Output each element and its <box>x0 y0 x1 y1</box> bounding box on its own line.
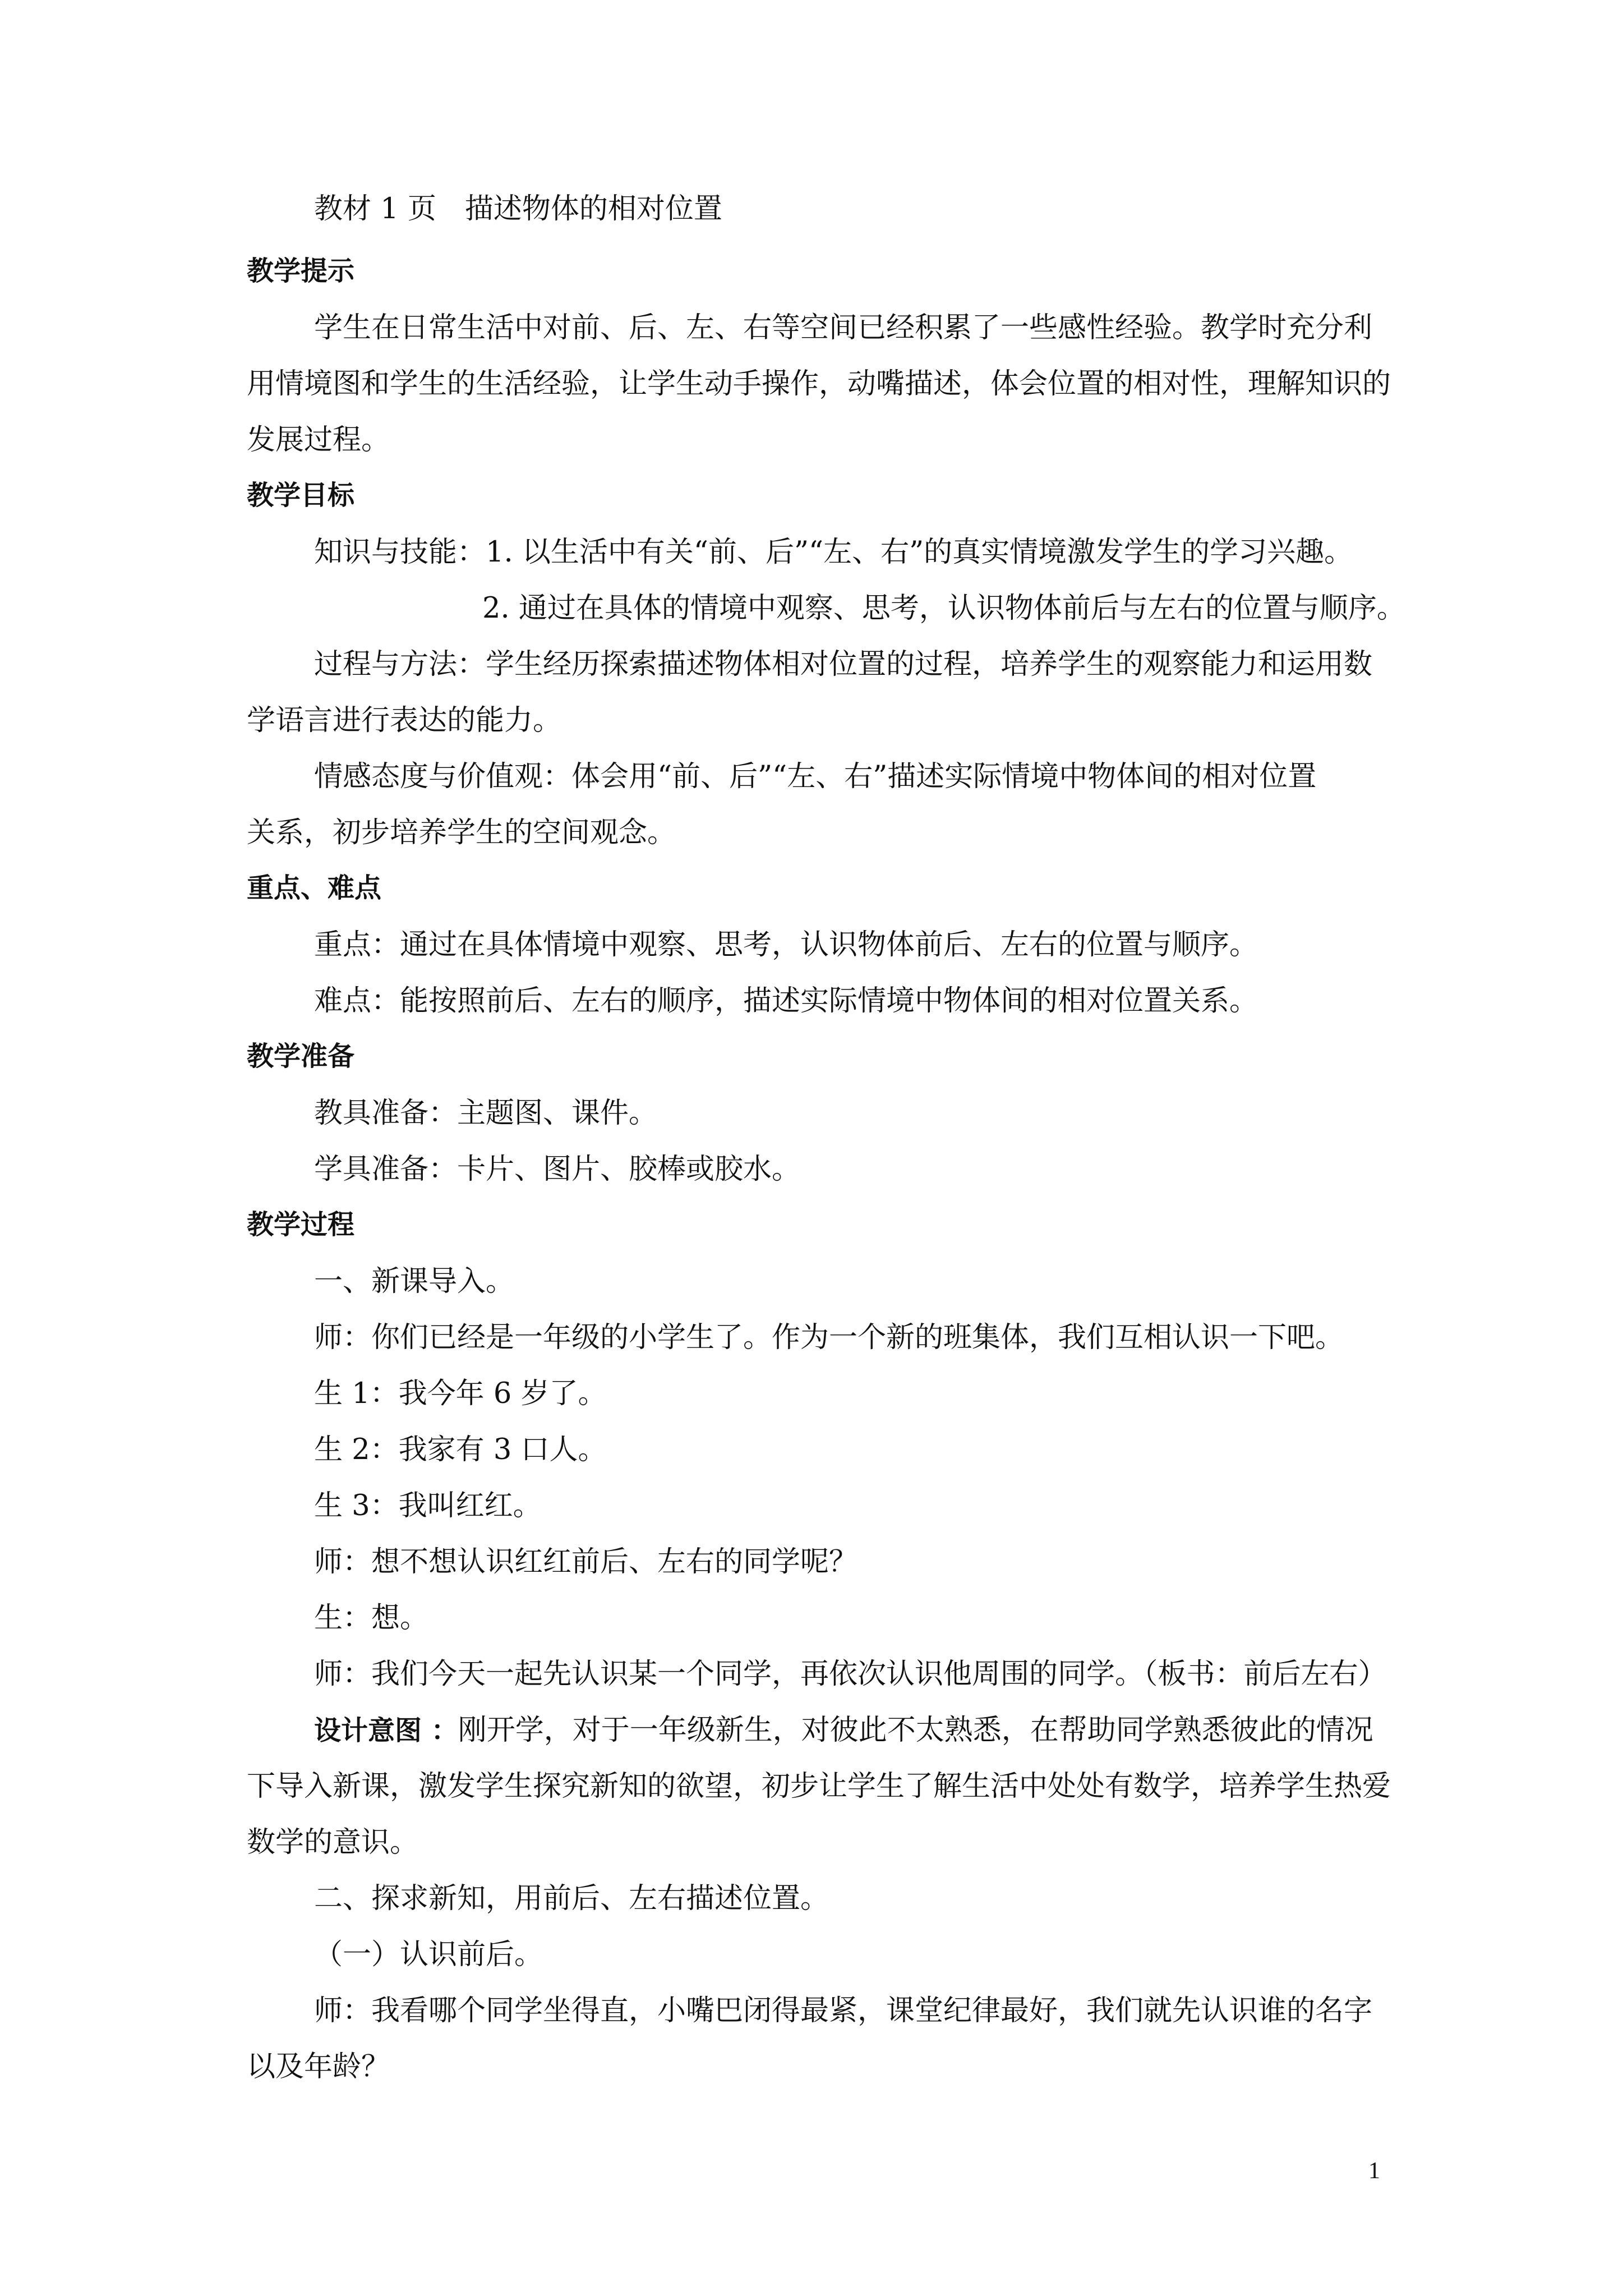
design-intent-label: 设计意图 ： <box>314 1715 458 1746</box>
goal-emotion-line-1: 情感态度与价值观：体会用“前、后”“左、右”描述实际情境中物体间的相对位置 <box>314 760 1317 793</box>
heading-teaching-tips: 教学提示 <box>247 255 355 287</box>
dialogue-line: 生 2：我家有 3 口人。 <box>314 1433 607 1466</box>
goal-knowledge-1: 知识与技能：1. 以生活中有关“前、后”“左、右”的真实情境激发学生的学习兴趣。 <box>314 536 1353 569</box>
step-1-title: 一、新课导入。 <box>314 1265 515 1298</box>
difficult-point: 难点：能按照前后、左右的顺序，描述实际情境中物体间的相对位置关系。 <box>314 984 1258 1018</box>
tips-line-3: 发展过程。 <box>247 424 390 457</box>
teacher-question-line-2: 以及年龄？ <box>247 2050 390 2083</box>
design-intent-line-2: 下导入新课，激发学生探究新知的欲望，初步让学生了解生活中处处有数学，培养学生热爱 <box>247 1770 1391 1803</box>
prep-student: 学具准备：卡片、图片、胶棒或胶水。 <box>314 1153 801 1186</box>
prep-teacher: 教具准备：主题图、课件。 <box>314 1097 658 1130</box>
teacher-question-line-1: 师：我看哪个同学坐得直，小嘴巴闭得最紧，课堂纪律最好，我们就先认识谁的名字 <box>314 1994 1373 2027</box>
heading-teaching-process: 教学过程 <box>247 1209 355 1240</box>
tips-line-2: 用情境图和学生的生活经验，让学生动手操作，动嘴描述，体会位置的相对性，理解知识的 <box>247 367 1391 401</box>
dialogue-line: 生 1：我今年 6 岁了。 <box>314 1377 607 1410</box>
step-2-sub-1: （一）认识前后。 <box>314 1938 543 1971</box>
design-intent-line-1 <box>314 1714 1402 1747</box>
goal-emotion-line-2: 关系，初步培养学生的空间观念。 <box>247 816 676 849</box>
dialogue-line: 师：我们今天一起先认识某一个同学，再依次认识他周围的同学。（板书：前后左右） <box>314 1658 1387 1691</box>
heading-preparation: 教学准备 <box>247 1041 355 1072</box>
heading-key-difficult: 重点、难点 <box>247 872 382 904</box>
goal-knowledge-2: 2. 通过在具体的情境中观察、思考，认识物体前后与左右的位置与顺序。 <box>482 592 1405 625</box>
goal-process-line-1: 过程与方法：学生经历探索描述物体相对位置的过程，培养学生的观察能力和运用数 <box>314 648 1373 681</box>
step-2-title: 二、探求新知，用前后、左右描述位置。 <box>314 1882 829 1915</box>
goal-process-line-2: 学语言进行表达的能力。 <box>247 704 562 737</box>
design-intent-text: 刚开学，对于一年级新生，对彼此不太熟悉，在帮助同学熟悉彼此的情况 <box>458 1714 1373 1747</box>
heading-teaching-goals: 教学目标 <box>247 480 355 511</box>
dialogue-line: 生 3：我叫红红。 <box>314 1489 542 1522</box>
dialogue-line: 师：想不想认识红红前后、左右的同学呢？ <box>314 1545 858 1579</box>
tips-line-1: 学生在日常生活中对前、后、左、右等空间已经积累了一些感性经验。教学时充分利 <box>314 311 1373 344</box>
key-point: 重点：通过在具体情境中观察、思考，认识物体前后、左右的位置与顺序。 <box>314 928 1258 961</box>
design-intent-line-3: 数学的意识。 <box>247 1826 419 1859</box>
page-number: 1 <box>1368 2158 1380 2184</box>
dialogue-line: 生：想。 <box>314 1602 429 1635</box>
dialogue-line: 师：你们已经是一年级的小学生了。作为一个新的班集体，我们互相认识一下吧。 <box>314 1321 1344 1354</box>
lesson-title: 教材 1 页 描述物体的相对位置 <box>314 192 722 226</box>
